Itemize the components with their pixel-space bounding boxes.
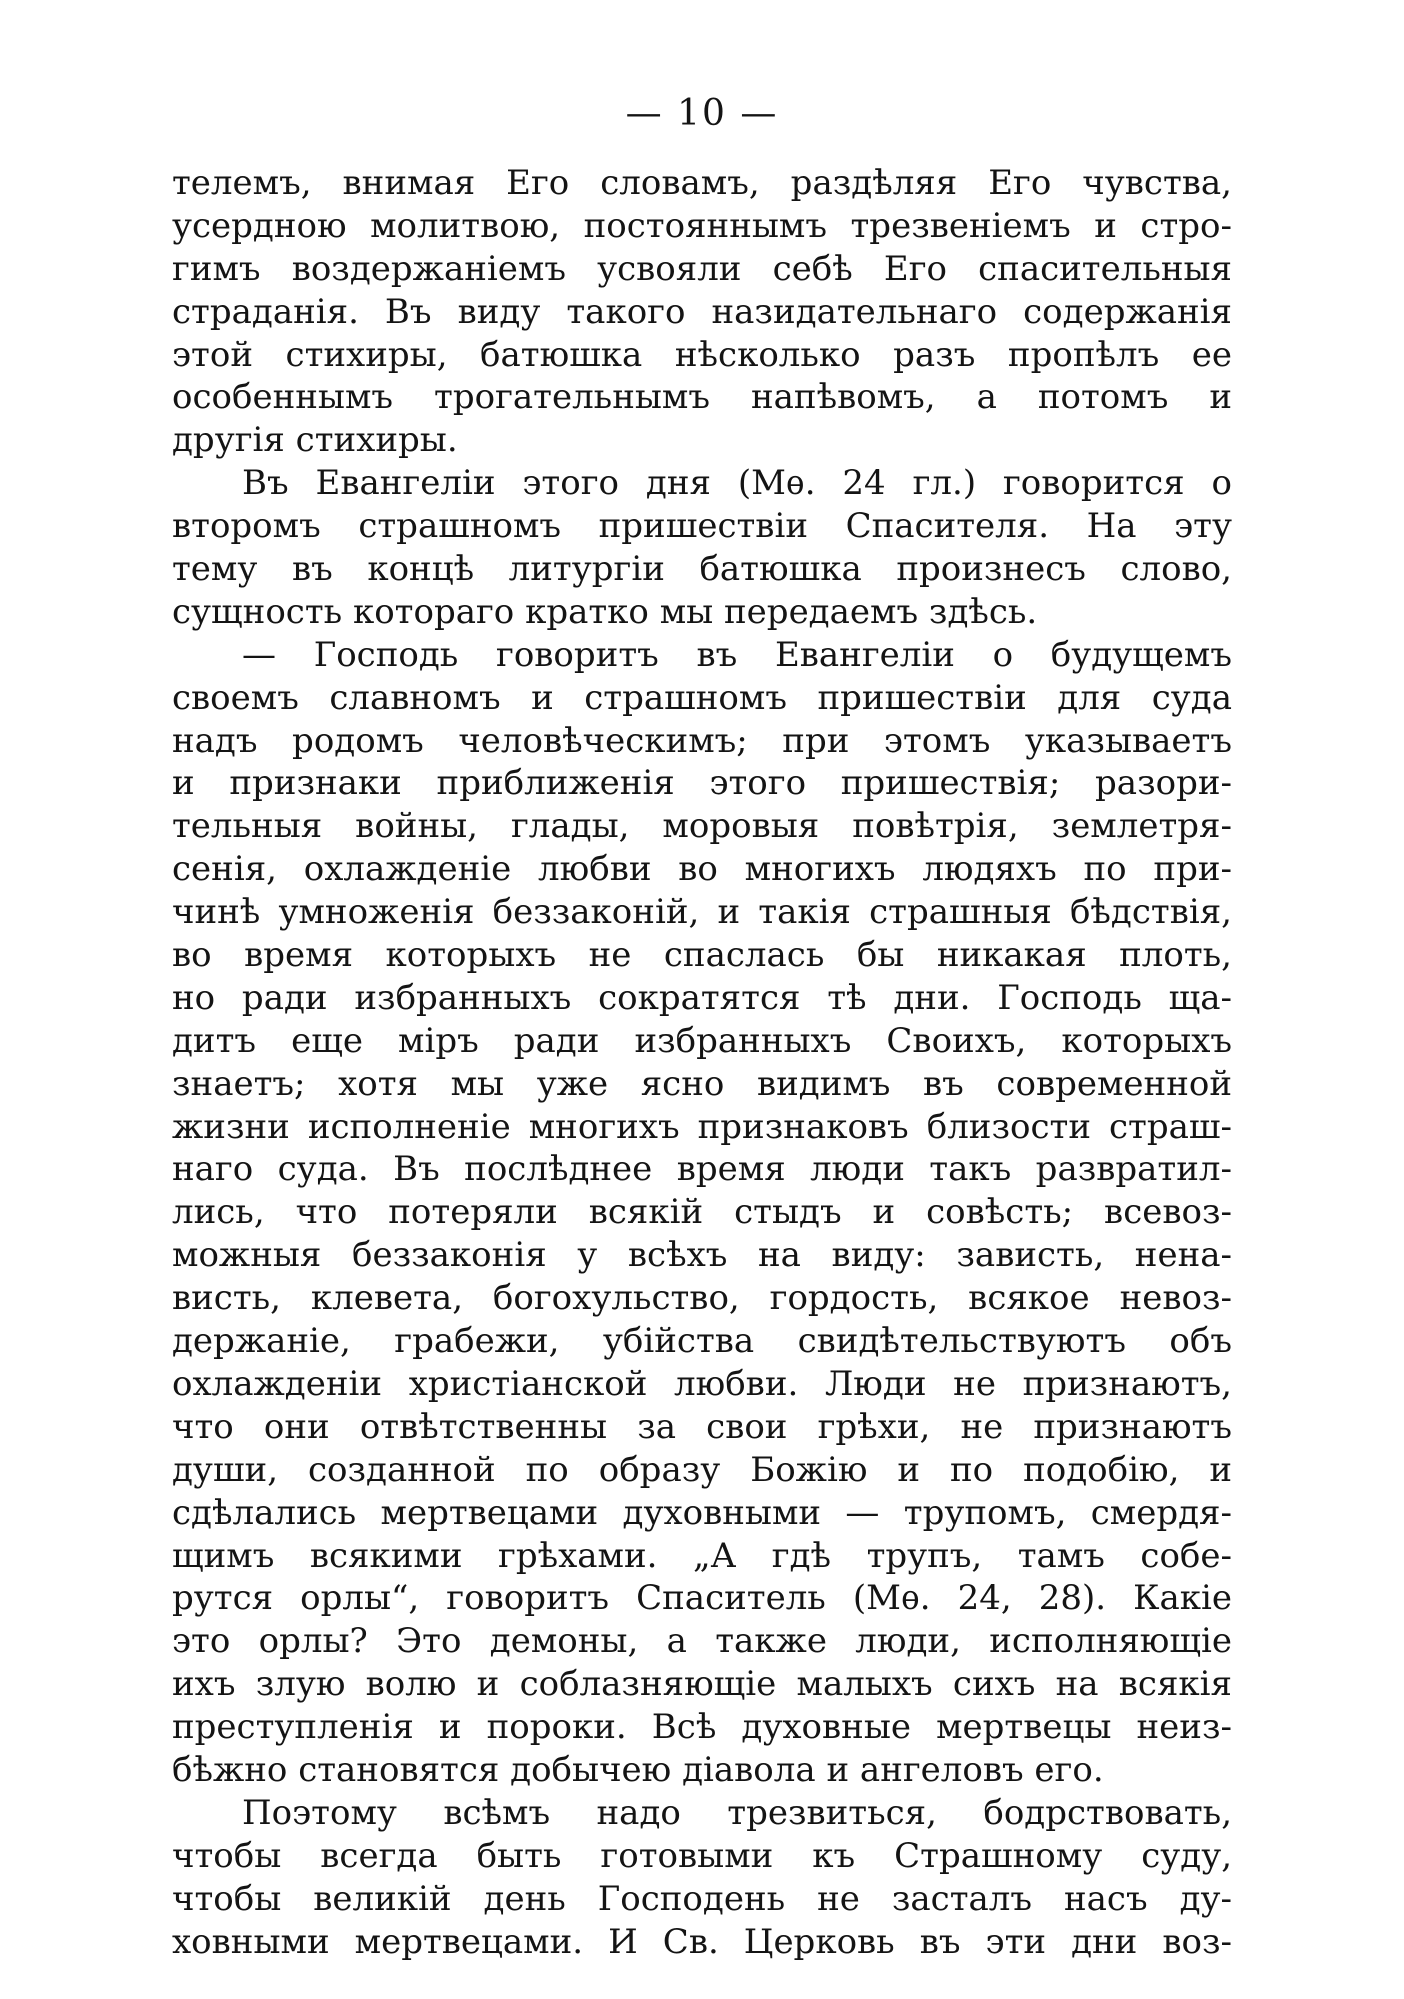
text-line: чинѣ умноженія беззаконій, и такія страшныя бѣдствія, <box>172 892 1232 933</box>
text-line: дитъ еще міръ ради избранныхъ Своихъ, которыхъ <box>172 1020 1232 1061</box>
text-line: второмъ страшномъ пришествіи Спасителя. На эту <box>172 506 1232 547</box>
text-line: висть, клевета, богохульство, гордость, всякое невоз- <box>172 1278 1232 1319</box>
text-line: щимъ всякими грѣхами. „А гдѣ трупъ, тамъ собе- <box>172 1535 1232 1576</box>
text-line: страданія. Въ виду такого назидательнаго содержанія <box>172 291 1232 332</box>
text-line: чтобы всегда быть готовыми къ Страшному суду, <box>172 1835 1232 1876</box>
text-line: наго суда. Въ послѣднее время люди такъ развратил- <box>172 1149 1232 1190</box>
text-line: гимъ воздержаніемъ усвояли себѣ Его спасительныя <box>172 248 1232 289</box>
text-line: усердною молитвою, постояннымъ трезвеніемъ и стро- <box>172 205 1232 246</box>
text-line: что они отвѣтственны за свои грѣхи, не признаютъ <box>172 1406 1232 1447</box>
body-text <box>172 162 1232 1963</box>
text-line: сдѣлались мертвецами духовными — трупомъ, смердя- <box>172 1492 1232 1533</box>
text-line: чтобы великій день Господень не засталъ насъ ду- <box>172 1878 1232 1919</box>
text-line: ховными мертвецами. И Св. Церковь въ эти дни воз- <box>172 1921 1232 1962</box>
text-line: но ради избранныхъ сократятся тѣ дни. Господь ща- <box>172 977 1232 1018</box>
text-line: охлажденіи христіанской любви. Люди не признаютъ, <box>172 1363 1232 1404</box>
paragraph-start-line: Поэтому всѣмъ надо трезвиться, бодрствовать, <box>242 1792 1232 1833</box>
text-line: сенія, охлажденіе любви во многихъ людяхъ по при- <box>172 849 1232 890</box>
page-number: — 10 — <box>625 93 779 134</box>
text-line: преступленія и пороки. Всѣ духовные мертвецы неиз- <box>172 1707 1232 1748</box>
text-line: надъ родомъ человѣческимъ; при этомъ указываетъ <box>172 720 1232 761</box>
text-line: знаетъ; хотя мы уже ясно видимъ въ современной <box>172 1063 1232 1104</box>
text-line: лись, что потеряли всякій стыдъ и совѣсть; всевоз- <box>172 1192 1232 1233</box>
text-line: души, созданной по образу Божію и по подобію, и <box>172 1449 1232 1490</box>
text-line: сущность котораго кратко мы передаемъ здѣсь. <box>172 591 1038 632</box>
text-line: особеннымъ трогательнымъ напѣвомъ, а потомъ и <box>172 377 1232 418</box>
text-line: ихъ злую волю и соблазняющіе малыхъ сихъ на всякія <box>172 1664 1232 1705</box>
paragraph-start-line: Въ Евангеліи этого дня (Мѳ. 24 гл.) говорится о <box>242 463 1232 504</box>
text-line: и признаки приближенія этого пришествія; разори- <box>172 763 1232 804</box>
text-line: можныя беззаконія у всѣхъ на виду: зависть, нена- <box>172 1235 1232 1276</box>
text-line: рутся орлы“, говоритъ Спаситель (Мѳ. 24, 28). Какіе <box>172 1578 1232 1619</box>
text-line: бѣжно становятся добычею діавола и ангеловъ его. <box>172 1749 1104 1790</box>
text-line: этой стихиры, батюшка нѣсколько разъ пропѣлъ ее <box>172 334 1232 375</box>
text-line: во время которыхъ не спаслась бы никакая плоть, <box>172 935 1232 976</box>
text-line: другія стихиры. <box>172 420 458 461</box>
text-line: тему въ концѣ литургіи батюшка произнесъ слово, <box>172 549 1232 590</box>
text-line: телемъ, внимая Его словамъ, раздѣляя Его чувства, <box>172 163 1232 203</box>
paragraph-start-line: — Господь говоритъ въ Евангеліи о будущемъ <box>242 634 1232 675</box>
text-line: тельныя войны, глады, моровыя повѣтрія, землетря- <box>172 806 1232 847</box>
text-line: держаніе, грабежи, убійства свидѣтельствуютъ объ <box>172 1321 1232 1362</box>
text-line: своемъ славномъ и страшномъ пришествіи для суда <box>172 677 1232 718</box>
text-line: это орлы? Это демоны, а также люди, исполняющіе <box>172 1621 1232 1662</box>
text-line: жизни исполненіе многихъ признаковъ близости страш- <box>172 1106 1232 1147</box>
